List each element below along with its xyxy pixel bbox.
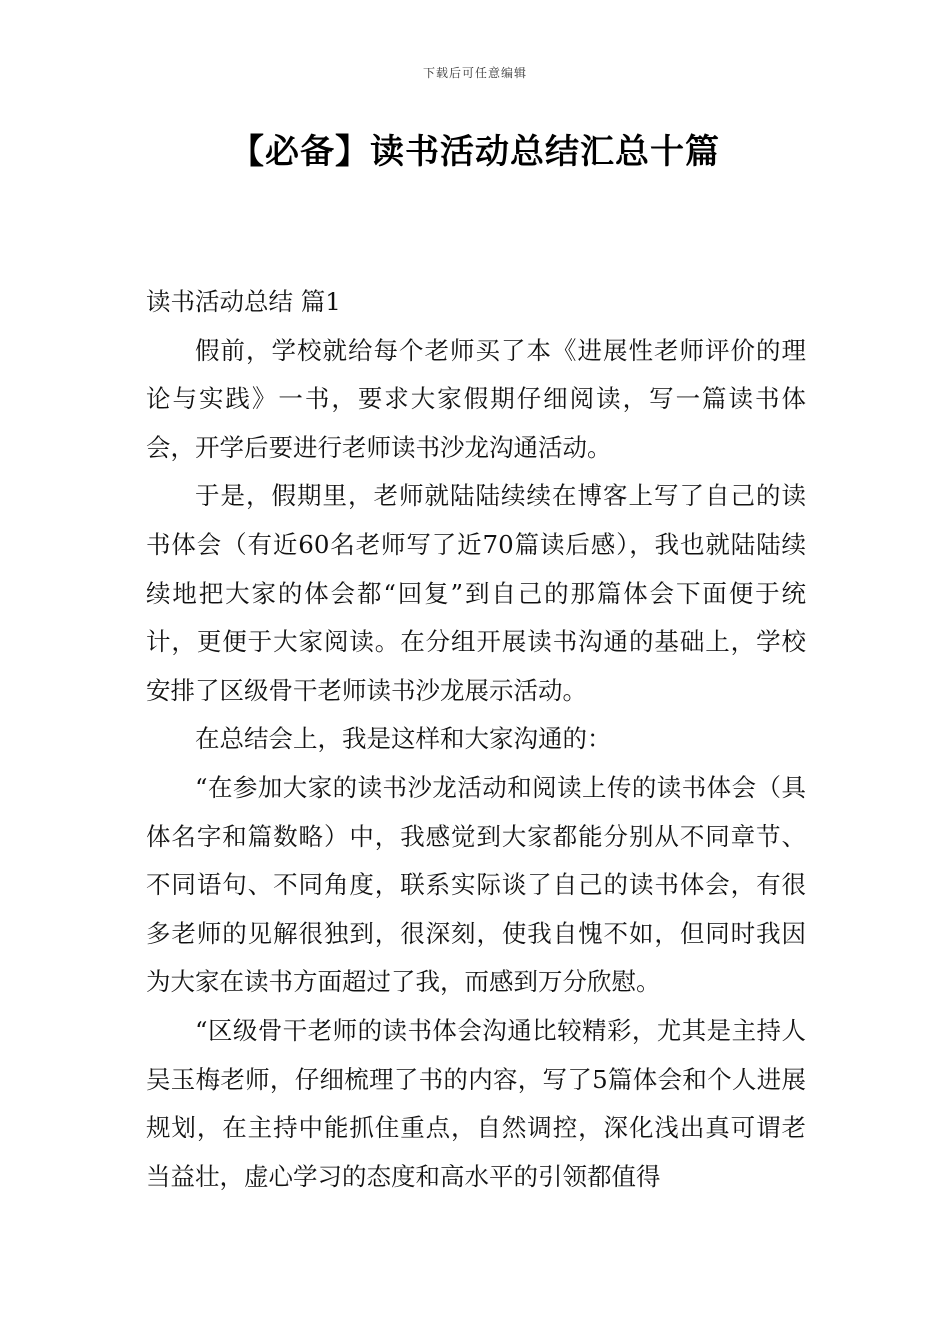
paragraph-1: 假前，学校就给每个老师买了本《进展性老师评价的理论与实践》一书，要求大家假期仔细阅读，写一篇读书体会，开学后要进行老师读书沙龙沟通活动。 bbox=[146, 335, 806, 462]
paragraph-4: “在参加大家的读书沙龙活动和阅读上传的读书体会（具体名字和篇数略）中，我感觉到大家都能分别从不同章节、不同语句、不同角度，联系实际谈了自己的读书体会，有很多老师的见解很独到，很深刻，使我自愧不如，但同时我因为大家在读书方面超过了我，而感到万分欣慰。 bbox=[146, 772, 806, 997]
document-title: 【必备】读书活动总结汇总十篇 bbox=[230, 132, 720, 172]
paragraph-3: 在总结会上，我是这样和大家沟通的： bbox=[195, 724, 612, 754]
paragraph-5: “区级骨干老师的读书体会沟通比较精彩，尤其是主持人吴玉梅老师，仔细梳理了书的内容，写了5篇体会和个人进展规划，在主持中能抓住重点，自然调控，深化浅出真可谓老当益壮，虚心学习的态度和高水平的引领都值得 bbox=[146, 1015, 806, 1191]
paragraph-2: 于是，假期里，老师就陆陆续续在博客上写了自己的读书体会（有近60名老师写了近70篇读后感），我也就陆陆续续地把大家的体会都“回复”到自己的那篇体会下面便于统计，更便于大家阅读。在分组开展读书沟通的基础上，学校安排了区级骨干老师读书沙龙展示活动。 bbox=[146, 481, 806, 705]
document-body bbox=[146, 278, 806, 1201]
section-heading: 读书活动总结 篇1 bbox=[146, 287, 341, 316]
header-note: 下载后可任意编辑 bbox=[422, 66, 527, 80]
